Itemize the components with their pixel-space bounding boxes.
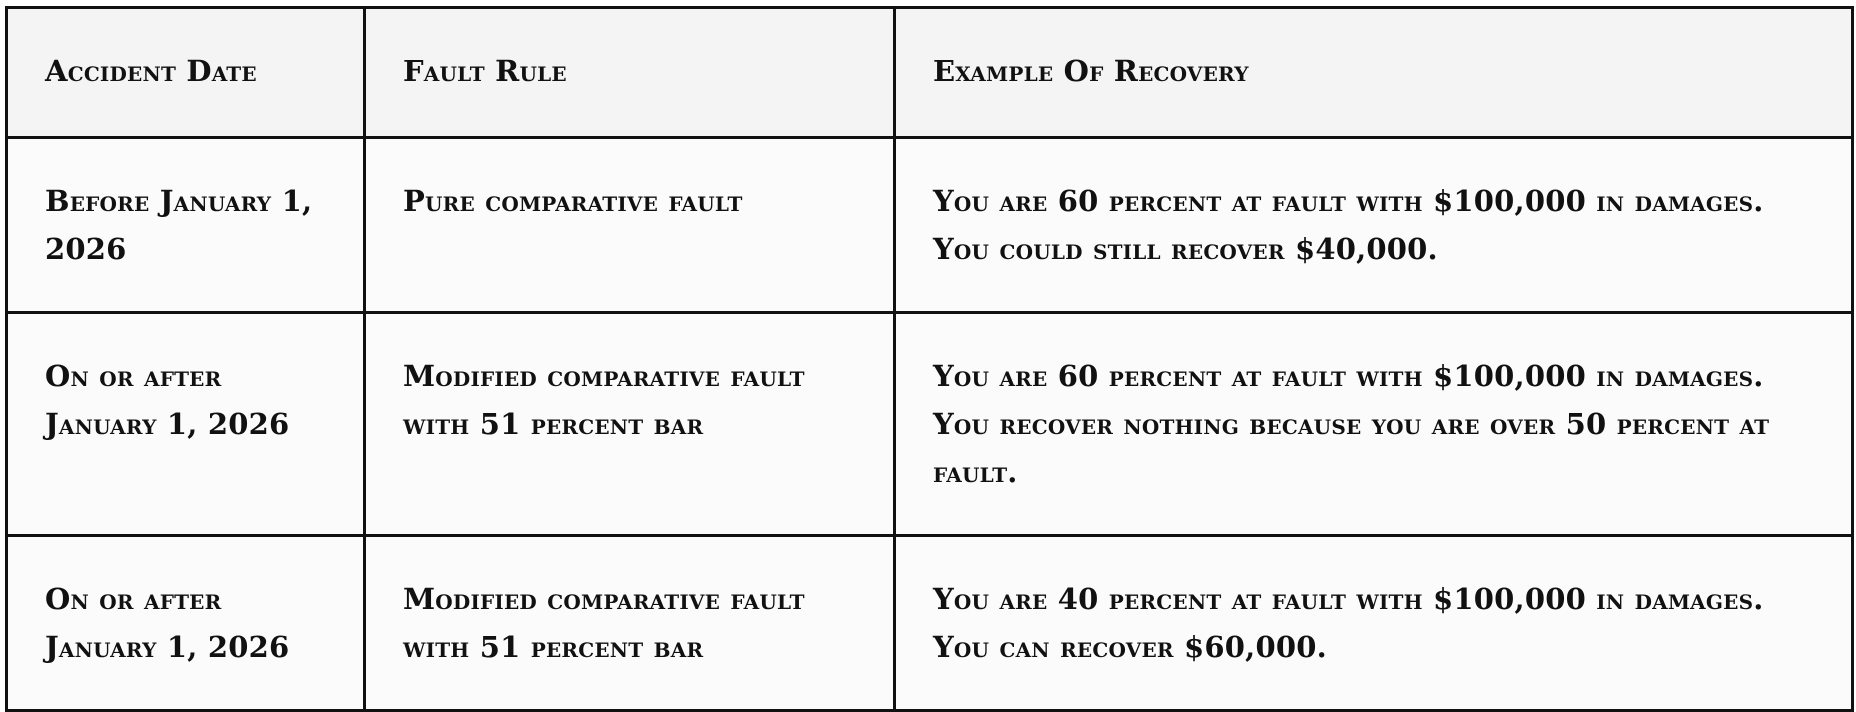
header-accident-date: Accident Date	[7, 8, 365, 138]
cell-accident-date: On or after January 1, 2026	[7, 536, 365, 711]
header-example-of-recovery: Example Of Recovery	[895, 8, 1853, 138]
cell-accident-date: Before January 1, 2026	[7, 138, 365, 313]
header-row	[7, 8, 1853, 138]
cell-example-of-recovery: You are 60 percent at fault with $100,000 in damages. You recover nothing because you are over 50 percent at fault.	[895, 313, 1853, 536]
cell-example-of-recovery: You are 60 percent at fault with $100,000 in damages. You could still recover $40,000.	[895, 138, 1853, 313]
table-row	[7, 138, 1853, 313]
table-row	[7, 313, 1853, 536]
header-fault-rule: Fault Rule	[365, 8, 895, 138]
cell-fault-rule: Modified comparative fault with 51 percent bar	[365, 536, 895, 711]
table-body	[7, 138, 1853, 711]
table-row	[7, 536, 1853, 711]
table-header	[7, 8, 1853, 138]
cell-fault-rule: Pure comparative fault	[365, 138, 895, 313]
cell-accident-date: On or after January 1, 2026	[7, 313, 365, 536]
cell-fault-rule: Modified comparative fault with 51 percent bar	[365, 313, 895, 536]
recovery-table-container	[5, 6, 1851, 712]
fault-recovery-table	[5, 6, 1854, 712]
cell-example-of-recovery: You are 40 percent at fault with $100,000 in damages. You can recover $60,000.	[895, 536, 1853, 711]
